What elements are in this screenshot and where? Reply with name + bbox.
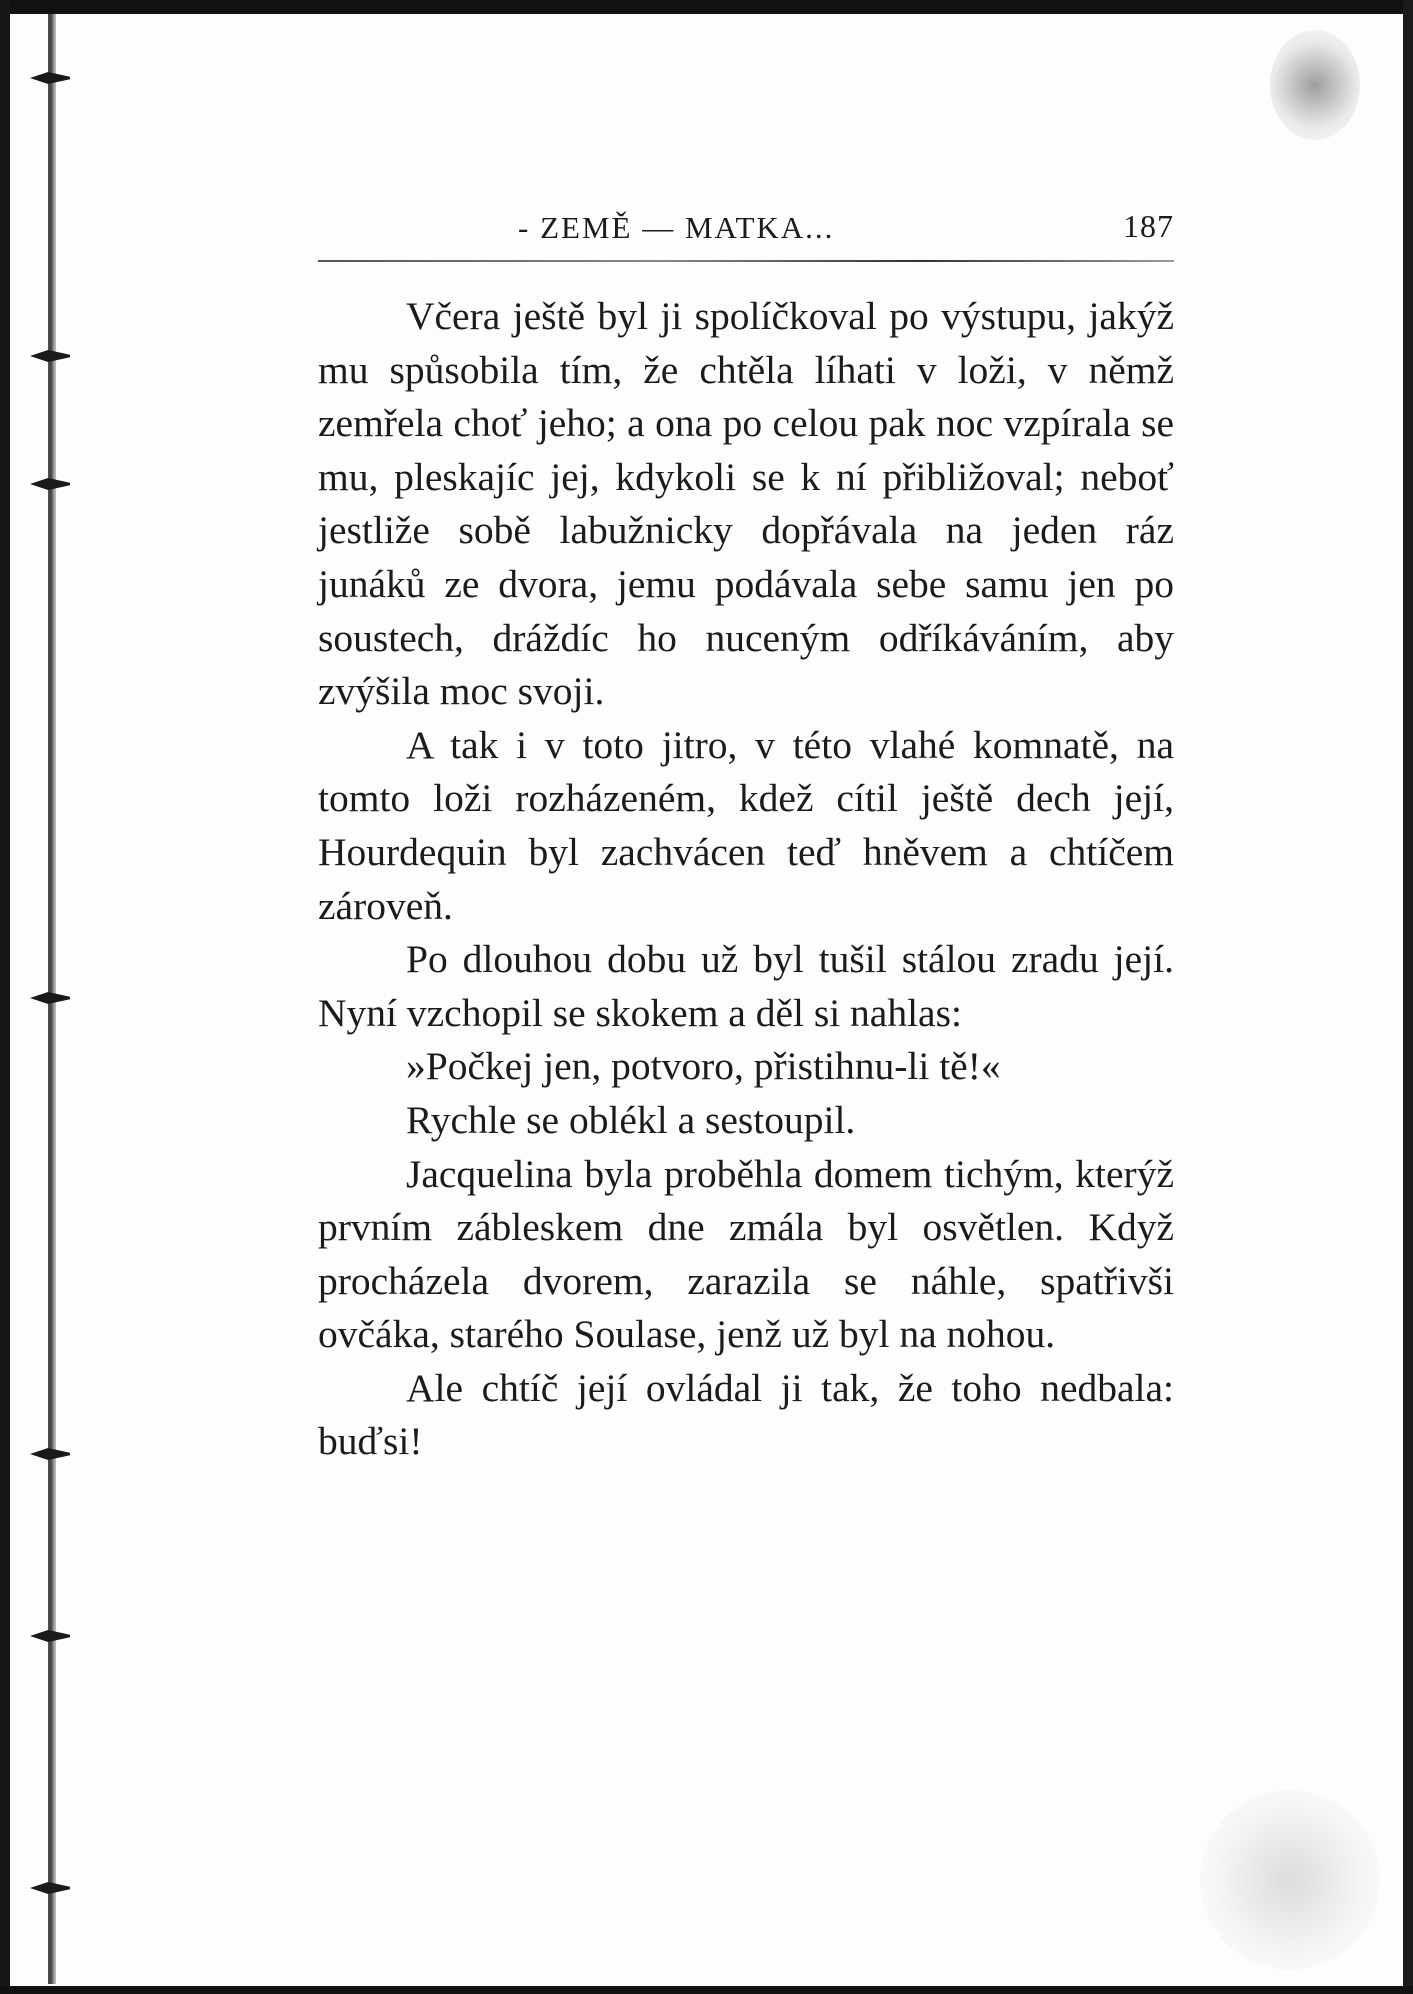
scan-border-right <box>1403 0 1413 1994</box>
scan-smudge <box>1270 30 1360 140</box>
binding-mark <box>30 1448 70 1460</box>
binding-mark <box>30 1882 70 1894</box>
scan-smudge <box>1200 1790 1380 1970</box>
binding-mark <box>30 350 70 362</box>
paragraph: Rychle se oblékl a sestoupil. <box>406 1097 856 1142</box>
scan-border-top <box>0 0 1413 14</box>
quoted-speech: »Počkej jen, potvoro, přistihnu-li tě!« <box>406 1044 1001 1089</box>
paragraph: Ale chtíč její ovládal ji tak, že toho nedbala: buďsi! <box>318 1365 1174 1464</box>
scan-border-bottom <box>0 1986 1413 1994</box>
binding-mark <box>30 478 70 490</box>
page-number: 187 <box>1123 208 1174 244</box>
paragraph: Jacquelina byla proběhla domem tichým, kterýž prvním zábleskem dne zmála byl osvětlen. Když procházela dvorem, zarazila se náhle, spatřivši ovčáka, starého Soulase, jenž už byl na nohou. <box>318 1151 1174 1357</box>
paragraph: Včera ještě byl ji spolíčkoval po výstupu, jakýž mu spůsobila tím, že chtěla líhati v loži, v němž zemřela choť jeho; a ona po celou pak noc vzpírala se mu, pleskajíc jej, kdykoli se k ní přibližoval; neboť jestliže sobě labužnicky dopřávala na jeden ráz junáků ze dvora, jemu podávala sebe samu jen po soustech, dráždíc ho nuceným odříkáváním, aby zvýšila moc svoji. <box>318 294 1174 714</box>
body-text <box>318 290 1174 1469</box>
binding-mark <box>30 1630 70 1642</box>
header-rule <box>318 260 1174 262</box>
paragraph: A tak i v toto jitro, v této vlahé komnatě, na tomto loži rozházeném, kdež cítil ještě dech její, Hourdequin byl zachvácen teď hněvem a chtíčem zároveň. <box>318 722 1174 928</box>
running-header <box>318 200 1174 256</box>
binding-mark <box>30 72 70 84</box>
binding-mark <box>30 992 70 1004</box>
page-content <box>318 200 1174 1469</box>
paragraph: Po dlouhou dobu už byl tušil stálou zradu její. Nyní vzchopil se skokem a děl si nahlas: <box>318 937 1174 1035</box>
scan-border-left <box>0 0 10 1994</box>
running-header-title: - ZEMĚ — MATKA... <box>518 210 835 245</box>
